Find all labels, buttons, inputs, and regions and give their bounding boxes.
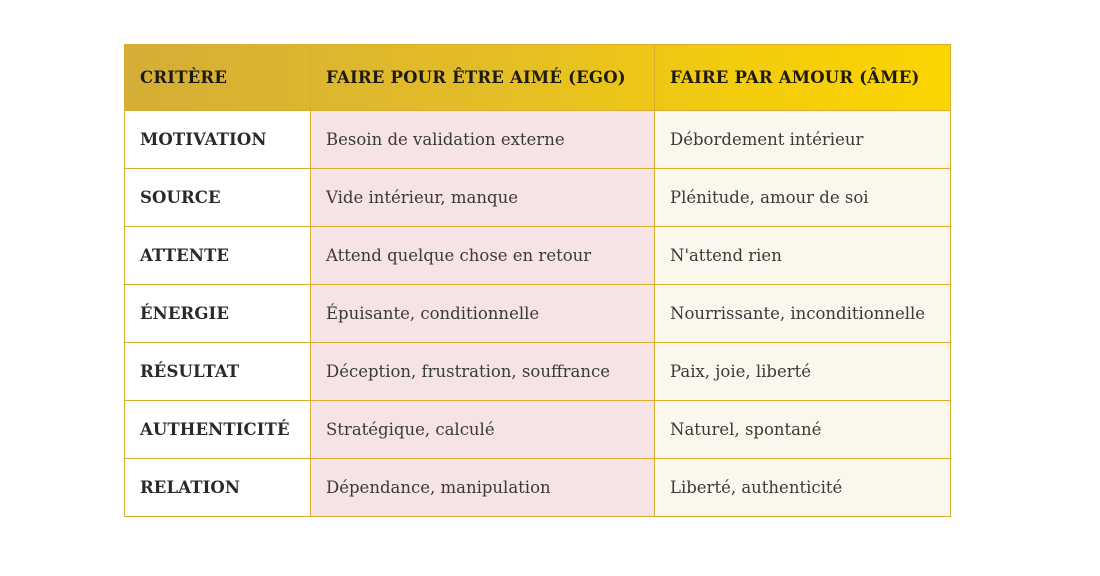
criterion-cell: ATTENTE <box>125 227 311 285</box>
ame-cell: Paix, joie, liberté <box>655 343 951 401</box>
table-row <box>125 459 951 517</box>
table-row <box>125 285 951 343</box>
ego-cell: Déception, frustration, souffrance <box>311 343 655 401</box>
criterion-cell: RÉSULTAT <box>125 343 311 401</box>
ame-cell: Plénitude, amour de soi <box>655 169 951 227</box>
ego-cell: Attend quelque chose en retour <box>311 227 655 285</box>
criterion-cell: AUTHENTICITÉ <box>125 401 311 459</box>
ame-cell: Nourrissante, inconditionnelle <box>655 285 951 343</box>
table-row <box>125 111 951 169</box>
ego-cell: Besoin de validation externe <box>311 111 655 169</box>
criterion-cell: SOURCE <box>125 169 311 227</box>
ego-cell: Vide intérieur, manque <box>311 169 655 227</box>
header-ego: FAIRE POUR ÊTRE AIMÉ (EGO) <box>311 45 655 111</box>
ame-cell: Débordement intérieur <box>655 111 951 169</box>
header-ame: FAIRE PAR AMOUR (ÂME) <box>655 45 951 111</box>
ame-cell: N'attend rien <box>655 227 951 285</box>
table-row <box>125 227 951 285</box>
ame-cell: Naturel, spontané <box>655 401 951 459</box>
ego-cell: Dépendance, manipulation <box>311 459 655 517</box>
table-row <box>125 343 951 401</box>
ame-cell: Liberté, authenticité <box>655 459 951 517</box>
ego-cell: Stratégique, calculé <box>311 401 655 459</box>
header-criterion: CRITÈRE <box>125 45 311 111</box>
comparison-table <box>124 44 951 517</box>
criterion-cell: ÉNERGIE <box>125 285 311 343</box>
table-row <box>125 401 951 459</box>
ego-cell: Épuisante, conditionnelle <box>311 285 655 343</box>
criterion-cell: MOTIVATION <box>125 111 311 169</box>
header-row <box>125 45 951 111</box>
table-body <box>125 111 951 517</box>
table-header <box>125 45 951 111</box>
table-row <box>125 169 951 227</box>
criterion-cell: RELATION <box>125 459 311 517</box>
